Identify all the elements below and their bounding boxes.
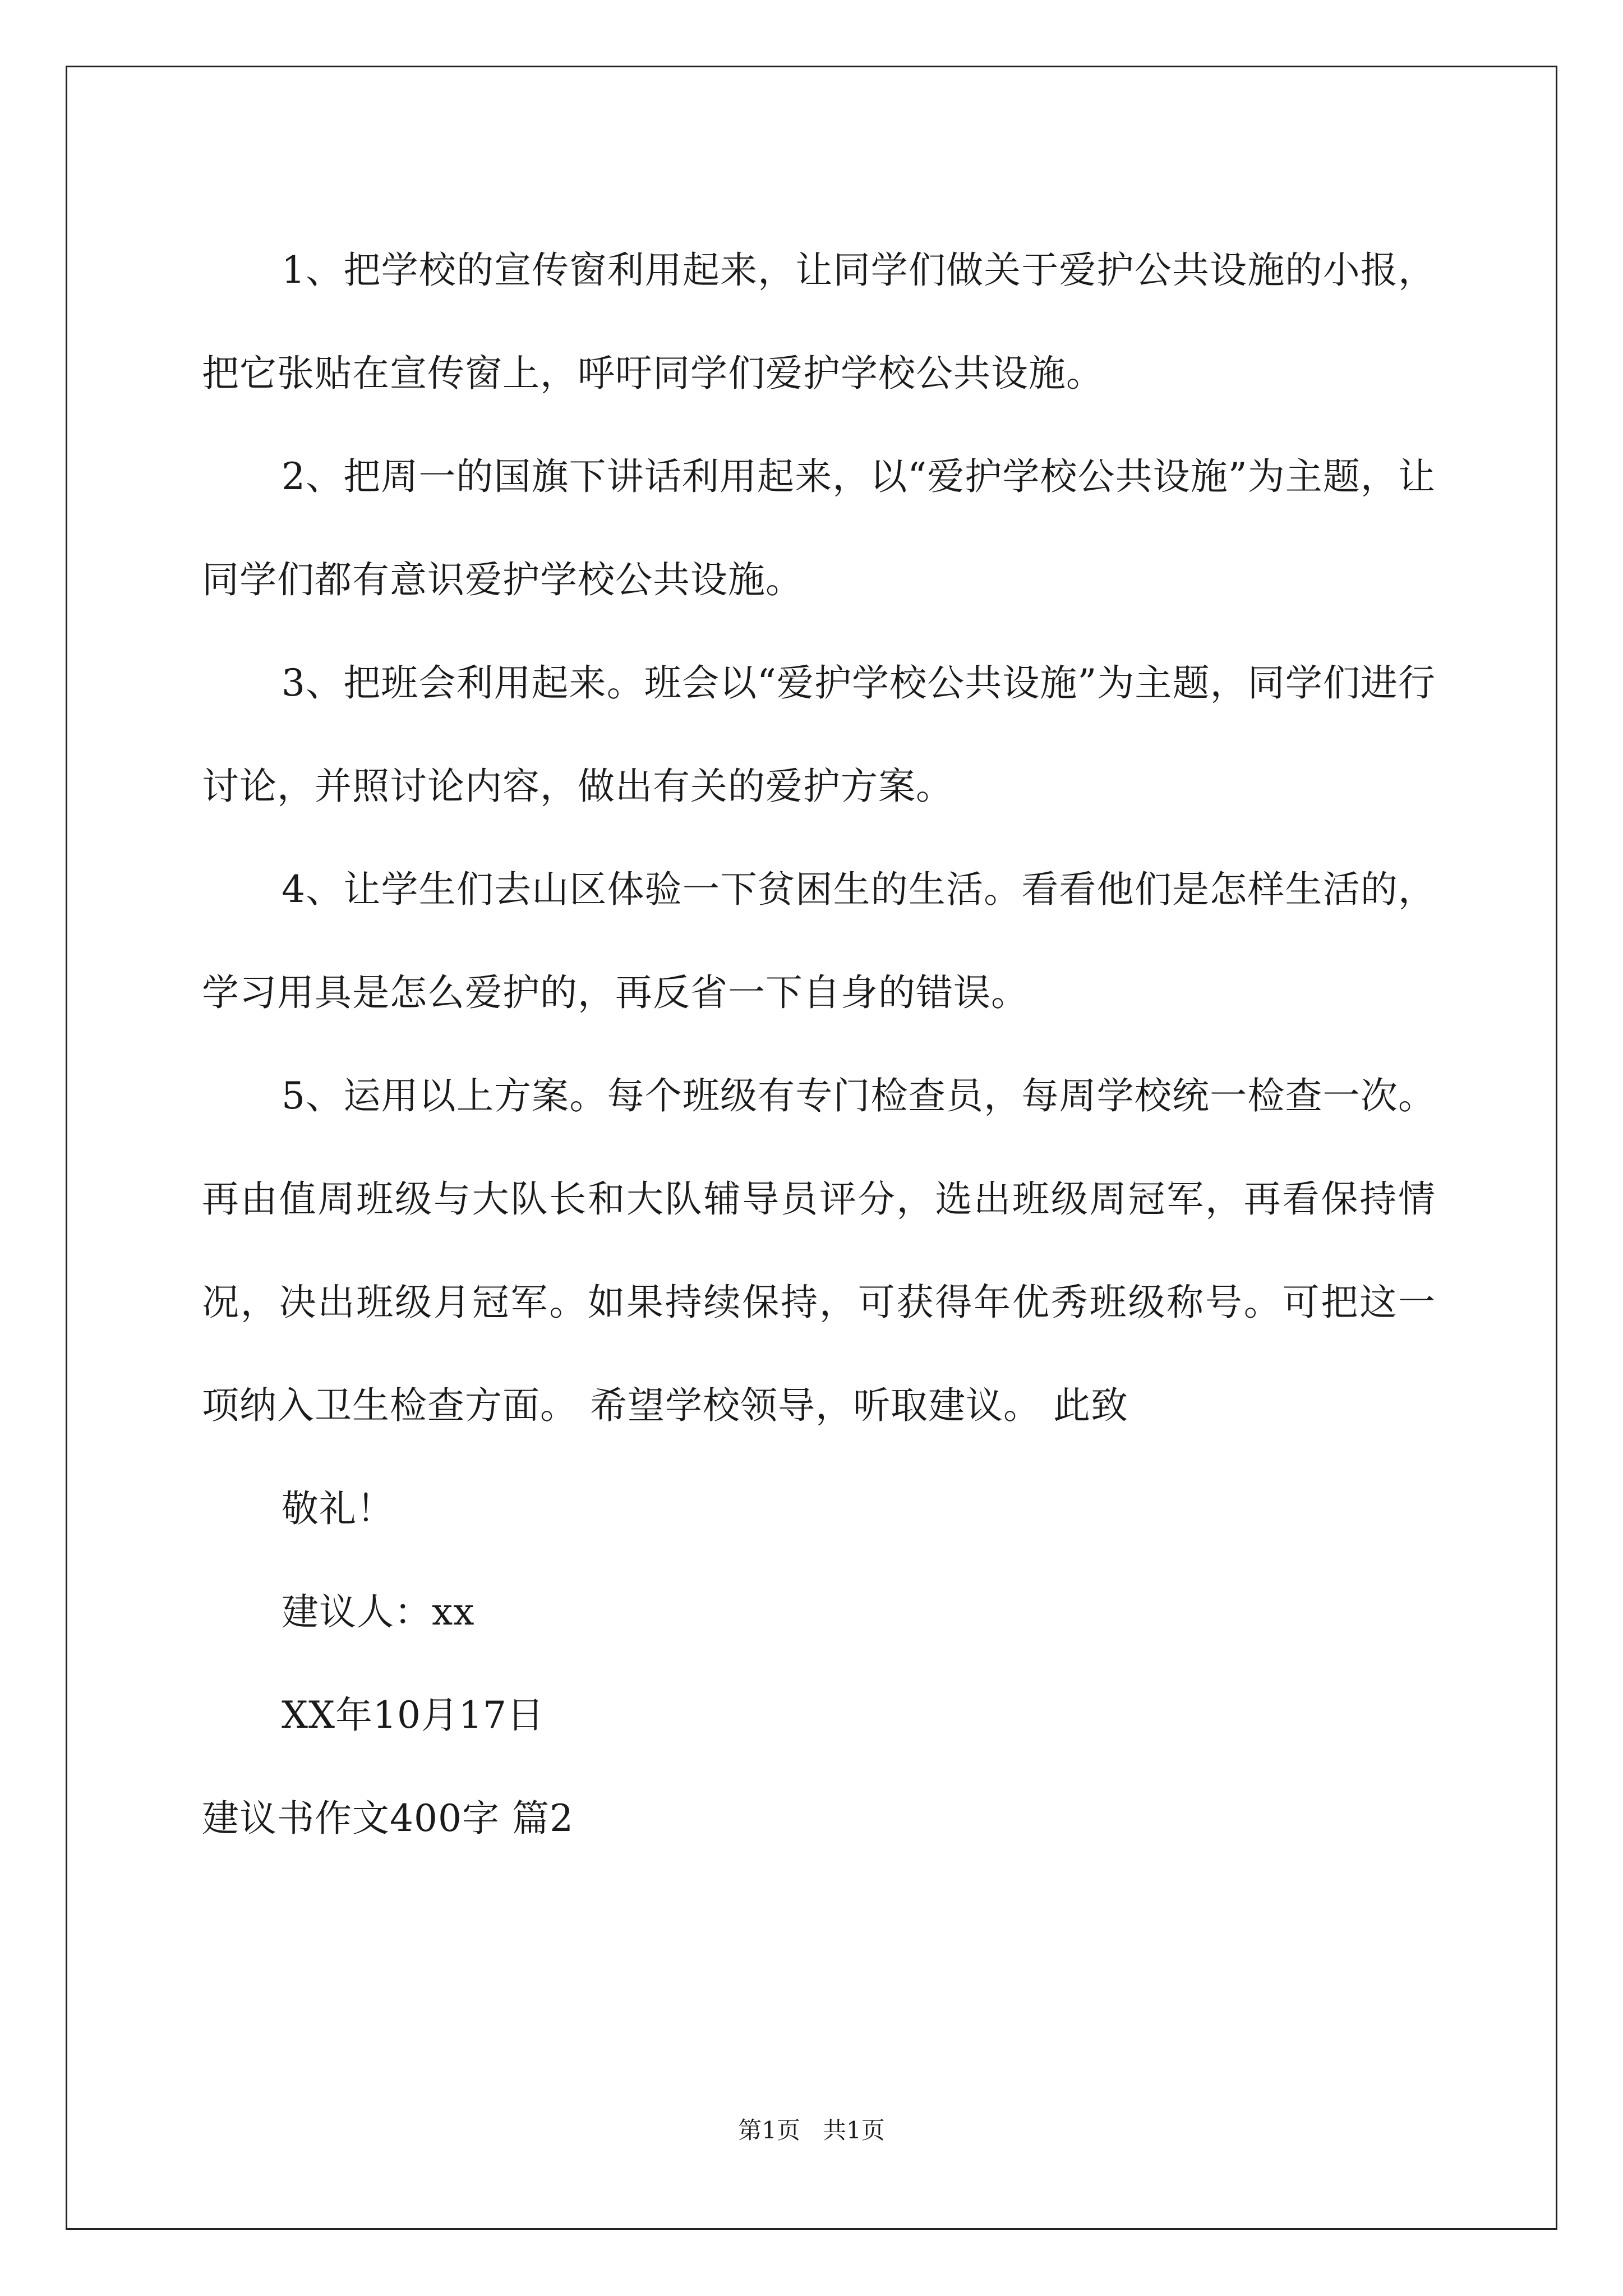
paragraph-4: 4、让学生们去山区体验一下贫困生的生活。看看他们是怎样生活的，学习用具是怎么爱护的，再反省一下自身的错误。 bbox=[202, 868, 1436, 1014]
paragraph-2: 2、把周一的国旗下讲话利用起来，以“爱护学校公共设施”为主题，让同学们都有意识爱护学校公共设施。 bbox=[202, 455, 1436, 601]
page-footer bbox=[0, 2114, 1623, 2147]
next-section-title: 建议书作文400字 篇2 bbox=[202, 1797, 574, 1840]
proposer-line: 建议人：xx bbox=[282, 1590, 475, 1634]
page-number-total: 共1页 bbox=[823, 2116, 885, 2144]
paragraph-3: 3、把班会利用起来。班会以“爱护学校公共设施”为主题，同学们进行讨论，并照讨论内容，做出有关的爱护方案。 bbox=[202, 661, 1436, 808]
document-body bbox=[202, 219, 1436, 1870]
closing-salutation: 敬礼！ bbox=[282, 1487, 394, 1530]
page-number-current: 第1页 bbox=[738, 2116, 800, 2144]
paragraph-1: 1、把学校的宣传窗利用起来，让同学们做关于爱护公共设施的小报，把它张贴在宣传窗上，呼吁同学们爱护学校公共设施。 bbox=[202, 249, 1436, 395]
date-line: XX年10月17日 bbox=[282, 1694, 545, 1737]
paragraph-5: 5、运用以上方案。每个班级有专门检查员，每周学校统一检查一次。再由值周班级与大队长和大队辅导员评分，选出班级周冠军，再看保持情况，决出班级月冠军。如果持续保持，可获得年优秀班级称号。可把这一项纳入卫生检查方面。 希望学校领导，听取建议。 此致 bbox=[202, 1074, 1436, 1427]
